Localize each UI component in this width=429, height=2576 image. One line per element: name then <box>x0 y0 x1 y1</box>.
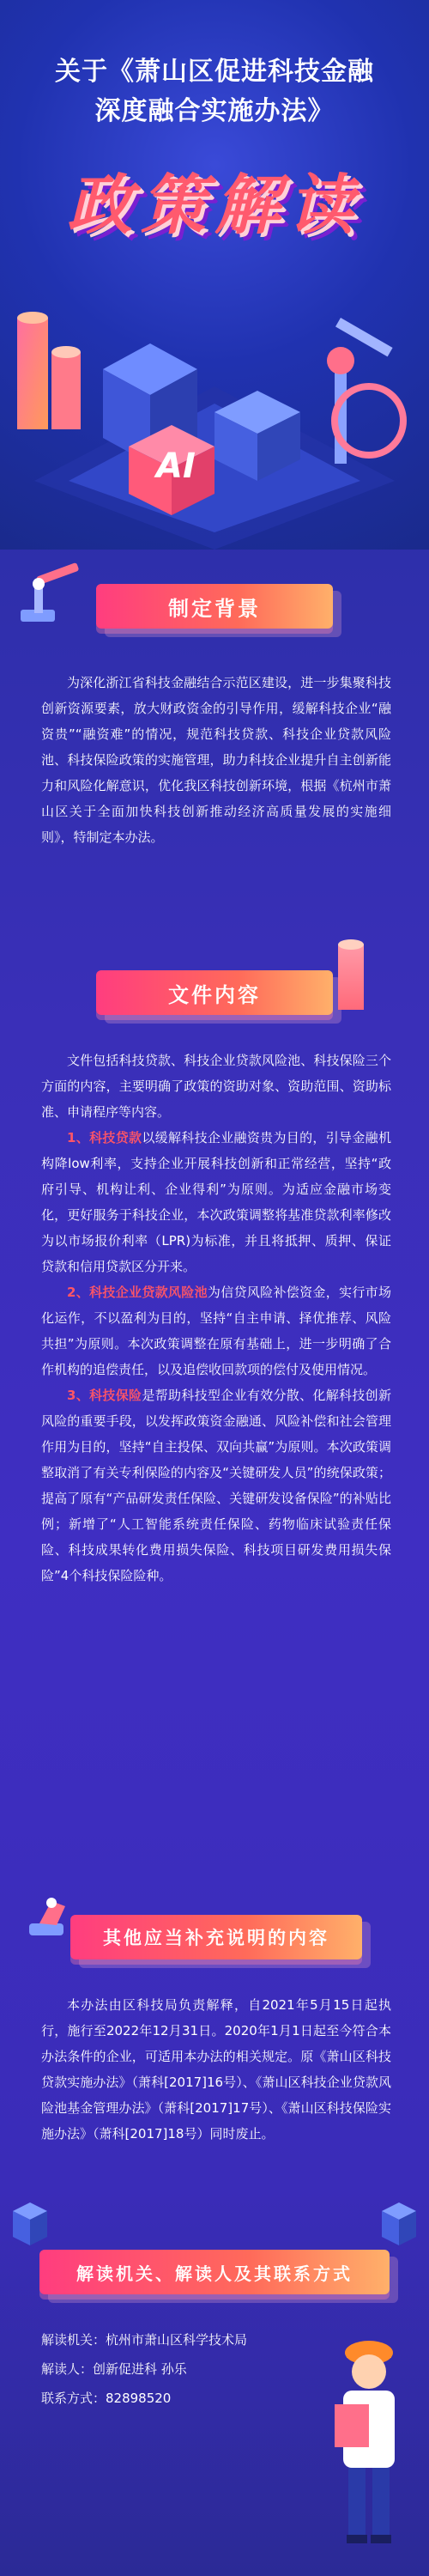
section-header-other: 其他应当补充说明的内容 <box>70 1915 362 1959</box>
contact-org: 解读机关：杭州市萧山区科学技术局 <box>41 2332 248 2348</box>
content-paragraphs <box>41 1048 391 1589</box>
contact-phone: 联系方式：82898520 <box>41 2391 172 2406</box>
cube-deco-right-icon <box>378 2198 420 2250</box>
section-header-contact: 解读机关、解读人及其联系方式 <box>39 2250 390 2294</box>
hero-big-title: 政策解读 <box>67 167 362 243</box>
hero-banner <box>0 0 429 550</box>
robot-arm-icon <box>327 318 403 464</box>
section-header-content: 文件内容 <box>96 970 333 1015</box>
hero-title-line2: 深度融合实施办法》 <box>94 96 335 126</box>
engineer-illustration <box>317 2318 420 2576</box>
cube-deco-left-icon <box>9 2198 51 2250</box>
item3-label: 3、科技保险 <box>67 1388 142 1403</box>
background-paragraph <box>41 670 391 850</box>
contact-person: 解读人：创新促进科 孙乐 <box>41 2361 187 2377</box>
item2-label: 2、科技企业贷款风险池 <box>67 1285 208 1300</box>
hero-title-line1: 关于《萧山区促进科技金融 <box>55 57 374 87</box>
item2-text: 为信贷风险补偿资金，实行市场化运作，不以盈利为目的，坚持“自主申请、择优推荐、风险共担”为原则。本次政策调整在原有基础上，进一步明确了合作机构的追偿责任，以及追偿收回款项的偿付及使用情况。 <box>41 1285 391 1377</box>
content-intro: 文件包括科技贷款、科技企业贷款风险池、科技保险三个方面的内容，主要明确了政策的资助对象、资助范围、资助标准、申请程序等内容。 <box>41 1053 391 1120</box>
robot-arm-deco-icon <box>12 558 89 635</box>
item3-text: 是帮助科技型企业有效分散、化解科技创新风险的重要手段，以发挥政策资金融通、风险补偿和社会管理作用为目的，坚持“自主投保、双向共赢”为原则。本次政策调整取消了有关专利保险的内容及“关键研发人员”的统保政策；提高了原有“产品研发责任保险、关键研发设备保险”的补贴比例；新增了“人工智能系统责任保险、药物临床试验责任保险、科技成果转化费用损失保险、科技项目研发费用损失保险”4个科技保险险种。 <box>41 1388 391 1583</box>
contact-block <box>41 2325 299 2413</box>
ai-label: AI <box>156 447 196 486</box>
coin-stack-deco-icon <box>331 927 383 1013</box>
background-text: 为深化浙江省科技金融结合示范区建设，进一步集聚科技创新资源要素，放大财政资金的引导作用，缓解科技企业“融资贵”“融资难”的情况，规范科技贷款、科技企业贷款风险池、科技保险政策的实施管理，助力科技企业提升自主创新能力和风险化解意识，优化我区科技创新环境，根据《杭州市萧山区关于全面加快科技创新推动经济高质量发展的实施细则》，特制定本办法。 <box>41 675 391 845</box>
item1-text: 以缓解科技企业融资贵为目的，引导金融机构降low利率，支持企业开展科技创新和正常经营，坚持“政府引导、机构让利、企业得利”为原则。为适应金融市场变化，更好服务于科技企业，本次政策调整将基准贷款利率修改为以市场报价利率（LPR)为标准，并且将抵押、质押、保证贷款和信用贷款区分开来。 <box>41 1130 391 1274</box>
coin-stack-icon <box>17 312 81 429</box>
other-paragraph <box>41 1992 391 2147</box>
other-text: 本办法由区科技局负责解释，自2021年5月15日起执行，施行至2022年12月31日。2020年1月1日起至今符合本办法条件的企业，可适用本办法的相关规定。原《萧山区科技贷款实施办法》（萧科[2017]16号）、《萧山区科技企业贷款风险池基金管理办法》（萧科[2017]17号）、《萧山区科技保险实施办法》（萧科[2017]18号）同时废止。 <box>41 1997 391 2142</box>
tech-city-illustration <box>0 266 429 550</box>
section-header-background: 制定背景 <box>96 584 333 629</box>
item1-label: 1、科技贷款 <box>67 1130 142 1145</box>
